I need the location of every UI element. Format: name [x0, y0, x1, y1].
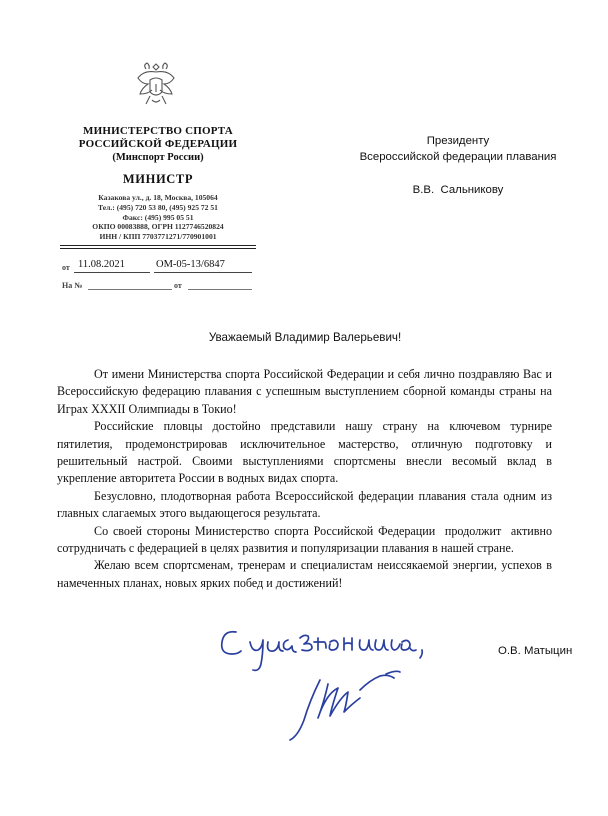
number-underline — [154, 272, 252, 273]
date-label: от — [62, 263, 70, 272]
addressee-organization: Всероссийской федерации плавания — [359, 150, 557, 163]
contact-address: Казакова ул., д. 18, Москва, 105064 — [98, 193, 218, 202]
letter-body — [57, 366, 556, 592]
reply-from-label: от — [174, 281, 182, 290]
body-paragraph: От имени Министерства спорта Российской Федерации и себя лично поздравляю Вас и Всероссийскую федерацию плавания с успешным выступлением сборной команды страны на Играх XXXII Олимпиады в Токио! — [57, 367, 552, 416]
body-paragraph: Желаю всем спортсменам, тренерам и специалистам неиссякаемой энергии, успехов в намеченных планах, новых ярких побед и достижений! — [57, 558, 552, 590]
letter-number: ОМ-05-13/6847 — [156, 259, 225, 270]
reply-date-underline — [188, 289, 252, 290]
office-title: МИНИСТР — [122, 172, 194, 186]
ministry-contacts — [60, 193, 256, 242]
signer-name: О.В. Матыцин — [498, 645, 573, 657]
letter-date: 11.08.2021 — [78, 259, 125, 270]
body-paragraph: Российские пловцы достойно представили нашу страну на ключевом турнире пятилетия, продемонстрировав исключительное мастерство, отличную подготовку и решительный настрой. Своими выступлениями спортсмены внесли весомый вклад в укрепление авторитета России в водных видах спорта. — [57, 419, 552, 486]
incoming-reference — [60, 279, 256, 293]
handwritten-signature — [210, 618, 446, 748]
reply-label: На № — [62, 281, 83, 290]
body-paragraph: Со своей стороны Министерство спорта Российской Федерации продолжит активно сотрудничать с федерацией в целях развития и популяризации плавания в нашей стране. — [57, 523, 556, 556]
letterhead-divider — [60, 245, 256, 249]
salutation: Уважаемый Владимир Валерьевич! — [208, 331, 402, 344]
date-underline — [74, 272, 150, 273]
addressee-title: Президенту — [426, 135, 490, 147]
body-paragraph: Безусловно, плодотворная работа Всероссийской федерации плавания стала одним из главных слагаемых этого выдающегося результата. — [57, 488, 552, 521]
reply-number-underline — [88, 289, 172, 290]
coat-of-arms-emblem — [134, 60, 178, 108]
ministry-short-name: (Минспорт России) — [112, 152, 204, 163]
contact-inn: ИНН / КПП 7703771271/770901001 — [99, 232, 217, 242]
ministry-name-line1: МИНИСТЕРСТВО СПОРТА — [83, 125, 233, 137]
contact-phone: Тел.: (495) 720 53 80, (495) 925 72 51 — [98, 202, 218, 212]
contact-okpo: ОКПО 00083888, ОГРН 1127746520824 — [92, 222, 224, 232]
addressee-block — [328, 134, 588, 199]
outgoing-reference — [60, 259, 256, 273]
ministry-name-line2: РОССИЙСКОЙ ФЕДЕРАЦИИ — [78, 138, 238, 150]
contact-fax: Факс: (495) 995 05 51 — [122, 212, 194, 222]
ministry-letterhead — [60, 125, 256, 249]
addressee-name: В.В. Сальникову — [412, 184, 504, 196]
